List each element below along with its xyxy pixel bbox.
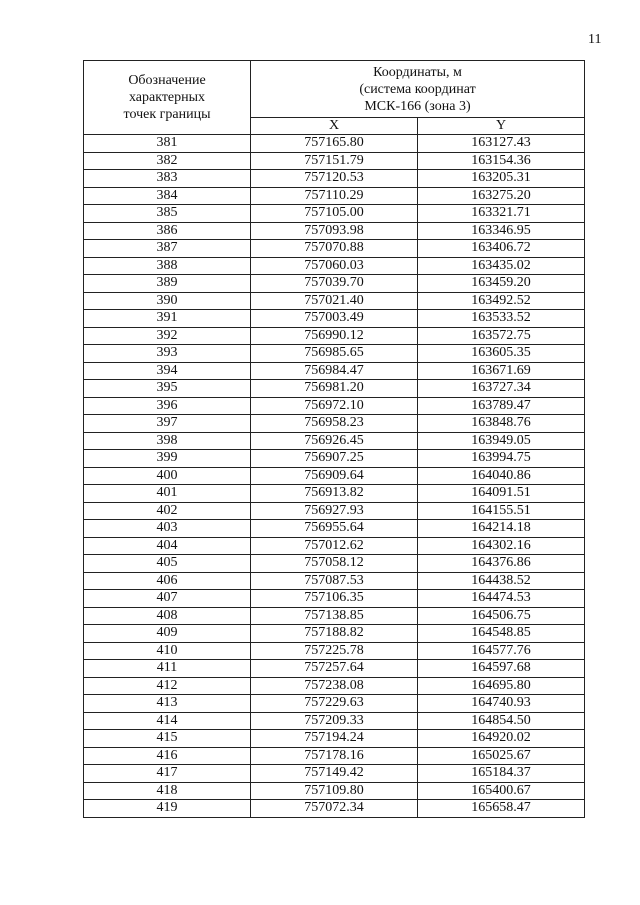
point-number-cell: 403	[84, 520, 251, 538]
table-row	[84, 415, 585, 433]
y-coordinate-cell: 163994.75	[418, 450, 585, 468]
x-coordinate-cell: 757060.03	[251, 257, 418, 275]
table-row	[84, 572, 585, 590]
point-number-cell: 396	[84, 397, 251, 415]
point-number-cell: 405	[84, 555, 251, 573]
y-coordinate-cell: 163346.95	[418, 222, 585, 240]
point-number-cell: 392	[84, 327, 251, 345]
point-number-cell: 398	[84, 432, 251, 450]
coordinates-header: Координаты, м (система координат МСК-166 (зона 3)	[251, 61, 585, 118]
point-number-cell: 416	[84, 747, 251, 765]
y-coordinate-cell: 163321.71	[418, 205, 585, 223]
y-coordinate-cell: 164474.53	[418, 590, 585, 608]
table-row	[84, 450, 585, 468]
point-number-cell: 388	[84, 257, 251, 275]
x-coordinate-cell: 756913.82	[251, 485, 418, 503]
y-coordinate-cell: 163435.02	[418, 257, 585, 275]
y-coordinate-cell: 163492.52	[418, 292, 585, 310]
x-coordinate-cell: 757058.12	[251, 555, 418, 573]
table-row	[84, 607, 585, 625]
x-coordinate-cell: 757003.49	[251, 310, 418, 328]
point-number-cell: 400	[84, 467, 251, 485]
y-coordinate-cell: 164920.02	[418, 730, 585, 748]
point-number-cell: 413	[84, 695, 251, 713]
coordinates-table	[83, 60, 585, 818]
y-coordinate-cell: 164854.50	[418, 712, 585, 730]
table-row	[84, 590, 585, 608]
y-coordinate-cell: 164597.68	[418, 660, 585, 678]
y-coordinate-cell: 163459.20	[418, 275, 585, 293]
table-row	[84, 205, 585, 223]
table-row	[84, 642, 585, 660]
y-coordinate-cell: 164376.86	[418, 555, 585, 573]
x-coordinate-cell: 756909.64	[251, 467, 418, 485]
x-coordinate-cell: 757229.63	[251, 695, 418, 713]
table-row	[84, 310, 585, 328]
point-number-cell: 414	[84, 712, 251, 730]
table-row	[84, 362, 585, 380]
point-number-cell: 409	[84, 625, 251, 643]
point-number-cell: 385	[84, 205, 251, 223]
y-coordinate-cell: 164740.93	[418, 695, 585, 713]
y-coordinate-cell: 163275.20	[418, 187, 585, 205]
point-number-cell: 417	[84, 765, 251, 783]
point-number-cell: 384	[84, 187, 251, 205]
y-header: Y	[418, 118, 585, 135]
y-coordinate-cell: 163848.76	[418, 415, 585, 433]
y-coordinate-cell: 164548.85	[418, 625, 585, 643]
table-row	[84, 695, 585, 713]
point-number-cell: 393	[84, 345, 251, 363]
x-coordinate-cell: 757138.85	[251, 607, 418, 625]
point-number-cell: 415	[84, 730, 251, 748]
x-coordinate-cell: 757238.08	[251, 677, 418, 695]
point-number-cell: 407	[84, 590, 251, 608]
y-coordinate-cell: 163789.47	[418, 397, 585, 415]
x-coordinate-cell: 757072.34	[251, 800, 418, 818]
table-row	[84, 327, 585, 345]
point-number-cell: 410	[84, 642, 251, 660]
y-coordinate-cell: 165658.47	[418, 800, 585, 818]
point-header: Обозначение характерных точек границы	[84, 61, 251, 135]
x-header: X	[251, 118, 418, 135]
point-number-cell: 406	[84, 572, 251, 590]
table-row	[84, 765, 585, 783]
y-coordinate-cell: 163671.69	[418, 362, 585, 380]
y-coordinate-cell: 164091.51	[418, 485, 585, 503]
point-number-cell: 399	[84, 450, 251, 468]
x-coordinate-cell: 757021.40	[251, 292, 418, 310]
table-row	[84, 747, 585, 765]
point-number-cell: 395	[84, 380, 251, 398]
x-coordinate-cell: 757070.88	[251, 240, 418, 258]
point-number-cell: 419	[84, 800, 251, 818]
x-coordinate-cell: 756985.65	[251, 345, 418, 363]
x-coordinate-cell: 757188.82	[251, 625, 418, 643]
table-row	[84, 397, 585, 415]
y-coordinate-cell: 164506.75	[418, 607, 585, 625]
y-coordinate-cell: 164214.18	[418, 520, 585, 538]
table-row	[84, 555, 585, 573]
table-row	[84, 730, 585, 748]
table-row	[84, 170, 585, 188]
x-coordinate-cell: 757209.33	[251, 712, 418, 730]
y-coordinate-cell: 165184.37	[418, 765, 585, 783]
y-coordinate-cell: 164302.16	[418, 537, 585, 555]
table-row	[84, 432, 585, 450]
point-number-cell: 387	[84, 240, 251, 258]
x-coordinate-cell: 757120.53	[251, 170, 418, 188]
x-coordinate-cell: 756972.10	[251, 397, 418, 415]
y-coordinate-cell: 165400.67	[418, 782, 585, 800]
point-number-cell: 381	[84, 135, 251, 153]
page-number: 11	[588, 32, 602, 47]
x-coordinate-cell: 757149.42	[251, 765, 418, 783]
x-coordinate-cell: 757178.16	[251, 747, 418, 765]
x-coordinate-cell: 757093.98	[251, 222, 418, 240]
y-coordinate-cell: 163406.72	[418, 240, 585, 258]
y-coordinate-cell: 163605.35	[418, 345, 585, 363]
x-coordinate-cell: 757110.29	[251, 187, 418, 205]
x-coordinate-cell: 756958.23	[251, 415, 418, 433]
x-coordinate-cell: 757225.78	[251, 642, 418, 660]
x-coordinate-cell: 757105.00	[251, 205, 418, 223]
y-coordinate-cell: 163949.05	[418, 432, 585, 450]
y-coordinate-cell: 164438.52	[418, 572, 585, 590]
x-coordinate-cell: 757087.53	[251, 572, 418, 590]
point-number-cell: 394	[84, 362, 251, 380]
point-number-cell: 389	[84, 275, 251, 293]
x-coordinate-cell: 757109.80	[251, 782, 418, 800]
x-coordinate-cell: 757257.64	[251, 660, 418, 678]
point-number-cell: 390	[84, 292, 251, 310]
point-number-cell: 383	[84, 170, 251, 188]
table-row	[84, 485, 585, 503]
point-number-cell: 382	[84, 152, 251, 170]
y-coordinate-cell: 164695.80	[418, 677, 585, 695]
x-coordinate-cell: 757039.70	[251, 275, 418, 293]
y-coordinate-cell: 163572.75	[418, 327, 585, 345]
point-number-cell: 412	[84, 677, 251, 695]
table-row	[84, 502, 585, 520]
table-row	[84, 152, 585, 170]
table-row	[84, 520, 585, 538]
x-coordinate-cell: 757194.24	[251, 730, 418, 748]
table-row	[84, 800, 585, 818]
y-coordinate-cell: 163533.52	[418, 310, 585, 328]
y-coordinate-cell: 163127.43	[418, 135, 585, 153]
x-coordinate-cell: 756990.12	[251, 327, 418, 345]
table-row	[84, 537, 585, 555]
table-row	[84, 380, 585, 398]
x-coordinate-cell: 756926.45	[251, 432, 418, 450]
point-number-cell: 401	[84, 485, 251, 503]
point-number-cell: 408	[84, 607, 251, 625]
x-coordinate-cell: 756927.93	[251, 502, 418, 520]
y-coordinate-cell: 164040.86	[418, 467, 585, 485]
table-body	[84, 135, 585, 818]
y-coordinate-cell: 163154.36	[418, 152, 585, 170]
y-coordinate-cell: 164155.51	[418, 502, 585, 520]
x-coordinate-cell: 757012.62	[251, 537, 418, 555]
point-number-cell: 418	[84, 782, 251, 800]
point-number-cell: 386	[84, 222, 251, 240]
table-row	[84, 660, 585, 678]
point-number-cell: 397	[84, 415, 251, 433]
x-coordinate-cell: 757106.35	[251, 590, 418, 608]
table-row	[84, 782, 585, 800]
table-row	[84, 257, 585, 275]
table-row	[84, 187, 585, 205]
x-coordinate-cell: 756907.25	[251, 450, 418, 468]
point-number-cell: 402	[84, 502, 251, 520]
y-coordinate-cell: 163205.31	[418, 170, 585, 188]
table-row	[84, 222, 585, 240]
table-row	[84, 677, 585, 695]
x-coordinate-cell: 756955.64	[251, 520, 418, 538]
x-coordinate-cell: 756984.47	[251, 362, 418, 380]
table-row	[84, 275, 585, 293]
table-row	[84, 467, 585, 485]
x-coordinate-cell: 757165.80	[251, 135, 418, 153]
y-coordinate-cell: 163727.34	[418, 380, 585, 398]
table-row	[84, 135, 585, 153]
x-coordinate-cell: 756981.20	[251, 380, 418, 398]
x-coordinate-cell: 757151.79	[251, 152, 418, 170]
table-row	[84, 712, 585, 730]
y-coordinate-cell: 165025.67	[418, 747, 585, 765]
table-row	[84, 240, 585, 258]
table-row	[84, 292, 585, 310]
y-coordinate-cell: 164577.76	[418, 642, 585, 660]
table-row	[84, 345, 585, 363]
table-row	[84, 625, 585, 643]
point-number-cell: 411	[84, 660, 251, 678]
point-number-cell: 391	[84, 310, 251, 328]
point-number-cell: 404	[84, 537, 251, 555]
